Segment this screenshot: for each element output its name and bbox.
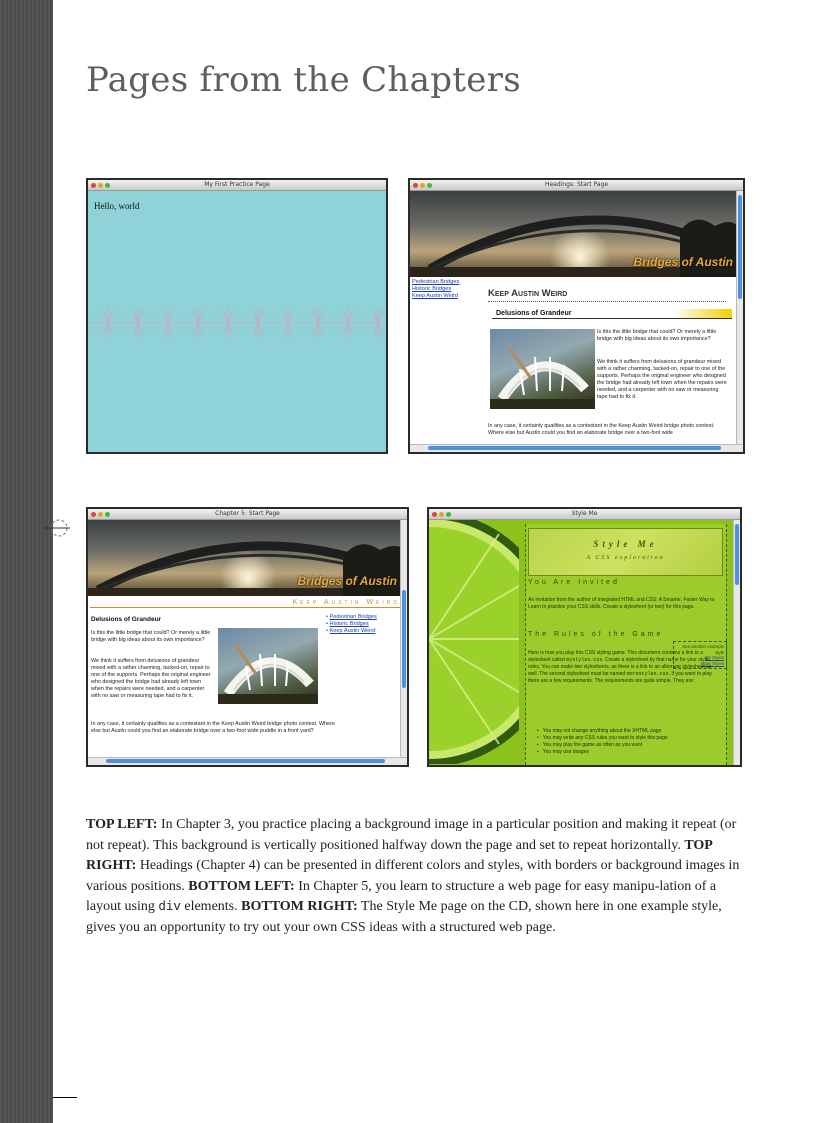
footbridge-illustration: [218, 628, 318, 704]
nav-link-historic[interactable]: Historic Bridges: [412, 286, 452, 292]
rules-text-part-2: . Create a stylesheet by that name for your style rules. You can make two stylesheets, as there is a link to an alternate stylesheet as well. The second stylesheet must be named: [528, 657, 712, 677]
figure-caption: [86, 815, 746, 938]
registration-mark: [44, 515, 70, 541]
invite-text: An invitation from the author of Integrated HTML and CSS: A Smarter, Faster Way to Learn to practice your CSS skills. Create a stylesheet (or two) for this page.: [528, 597, 715, 610]
caption-label-top-left: TOP LEFT:: [86, 817, 158, 832]
paragraph-2: We think it suffers from delusions of grandeur mixed with a rather charming, tacked-on, repair to one of the supports. Perhaps the original engineer who designed the bridge had already left town when the repairs were needed, and a carpenter with no saw or measuring tape had to fix it.: [91, 658, 211, 699]
caption-code-div: div: [158, 900, 181, 914]
section-heading: Keep Austin Weird: [90, 599, 400, 608]
window-content: [410, 191, 743, 452]
sidebar-link-my-styles[interactable]: My Styles: [704, 655, 724, 661]
page-header-box: [528, 528, 723, 576]
nav-links: • Pedestrian Bridges • Historic Bridges • Keep Austin Weird: [326, 614, 377, 634]
banner-title: Bridges of Austin: [297, 574, 397, 588]
vertical-scrollbar[interactable]: [733, 520, 740, 765]
paragraph-1: Is this the little bridge that could? Or merely a little bridge with big ideas about its own importance?: [91, 630, 211, 643]
window-bottom-right: [427, 507, 742, 767]
caption-text-bottom-left-2: elements.: [180, 899, 238, 914]
caption-text-bottom-left-1: In Chapter 5, you learn to structure a web page for easy manipu-lation of a layout using: [86, 878, 717, 914]
rules-code-1: mystyles.css: [566, 657, 603, 663]
lime-slice-image: [429, 520, 519, 764]
window-content: [429, 520, 740, 765]
body-text: Hello, world: [94, 201, 140, 211]
caption-text-top-left: In Chapter 3, you practice placing a background image in a particular position and making it repeat (or not repeat). This background is vertically positioned halfway down the page and set to repeat horizontally.: [86, 817, 737, 853]
sidebar-text: See another example style: [682, 644, 724, 655]
banner-image: [88, 520, 401, 596]
rules-heading: The Rules of the Game: [528, 631, 664, 638]
titlebar: [88, 509, 407, 520]
repeating-background-pattern: [88, 303, 386, 343]
subheading: Delusions of Grandeur: [91, 616, 162, 623]
vertical-scrollbar[interactable]: [736, 191, 743, 452]
titlebar: [429, 509, 740, 520]
window-bottom-left: [86, 507, 409, 767]
footbridge-illustration: [490, 329, 595, 409]
caption-label-bottom-left: BOTTOM LEFT:: [188, 878, 295, 894]
rule-3: You may play the game as often as you want: [542, 742, 643, 748]
window-content: [88, 520, 407, 765]
window-title: My First Practice Page: [204, 181, 270, 188]
nav-link-historic[interactable]: Historic Bridges: [329, 621, 369, 627]
caption-label-bottom-right: BOTTOM RIGHT:: [241, 899, 358, 914]
list-item: • You may use images: [537, 749, 589, 755]
sidebar-link-more-styles[interactable]: More Styles: [700, 660, 724, 666]
rules-code-2: morestyles.css: [626, 671, 669, 677]
page-title: Pages from the Chapters: [86, 60, 521, 100]
nav-links: [412, 279, 459, 300]
paragraph-1: Is this the little bridge that could? Or merely a little bridge with big ideas about its own importance?: [597, 329, 717, 342]
list-item: • You may play the game as often as you want: [537, 742, 643, 748]
paragraph-3: In any case, it certainly qualifies as a contestant in the Keep Austin Weird bridge photo contest. Where else but Austin could you find an elaborate bridge over a two-foot wide puddle in a front yard?: [91, 721, 335, 734]
list-item: • You may write any CSS rules you want to style this page: [537, 735, 668, 741]
page-subheading: A CSS exploration: [586, 555, 665, 561]
page-spine: [0, 0, 53, 1123]
window-title: Chapter 5: Start Page: [215, 510, 280, 517]
paragraph-3: In any case, it certainly qualifies as a contestant in the Keep Austin Weird bridge photo contest. Where else but Austin could you find an elaborate bridge over a two-foot wide: [488, 423, 715, 436]
titlebar: [410, 180, 743, 191]
banner-image: [410, 191, 737, 277]
rule-4: You may use images: [542, 749, 589, 755]
caption-label-top-right: TOP RIGHT:: [86, 837, 713, 873]
rules-list: [537, 728, 668, 756]
nav-link-weird[interactable]: Keep Austin Weird: [329, 628, 376, 634]
paragraph-2: We think it suffers from delusions of grandeur mixed with a rather charming, tacked-on, repair to one of the supports. Perhaps the original engineer who designed the bridge had already left town when the repairs were needed, and a carpenter with no saw or measuring tape had to fix it.: [597, 359, 727, 400]
caption-text-bottom-right: The Style Me page on the CD, shown here in one example style, gives you an opportunity to try out your own CSS ideas with a structured web page.: [86, 899, 722, 935]
crop-mark: [53, 1097, 77, 1098]
rules-text-part-3: . If you want to play, there are a few requirements. The requirements are quite simple. They are:: [528, 671, 713, 684]
nav-link-pedestrian[interactable]: Pedestrian Bridges: [412, 279, 460, 285]
nav-link-weird[interactable]: Keep Austin Weird: [412, 293, 458, 299]
banner-title: Bridges of Austin: [633, 255, 733, 269]
page-heading: Style Me: [593, 539, 658, 549]
rules-text: [528, 650, 722, 685]
window-title: Headings: Start Page: [544, 181, 609, 188]
bridge-photo: [218, 628, 318, 704]
invite-heading: You Are Invited: [528, 579, 620, 586]
window-top-left: [86, 178, 388, 454]
caption-text-top-right: Headings (Chapter 4) can be presented in different colors and styles, with borders or background images in various positions.: [86, 858, 740, 894]
titlebar: [88, 180, 386, 191]
list-item: • You may not change anything about the XHTML page: [537, 728, 662, 734]
window-top-right: [408, 178, 745, 454]
subheading: Delusions of Grandeur: [492, 309, 732, 319]
vertical-scrollbar[interactable]: [400, 520, 407, 765]
rule-2: You may write any CSS rules you want to style this page: [542, 735, 668, 741]
section-heading: Keep Austin Weird: [488, 288, 726, 302]
window-title: Style Me: [571, 510, 598, 517]
rules-text-part-1: Here is how you play this CSS styling game. This document contains a link to a stylesheet called: [528, 650, 703, 663]
bridge-photo: [490, 329, 595, 409]
horizontal-scrollbar[interactable]: [410, 444, 743, 452]
nav-link-pedestrian[interactable]: Pedestrian Bridges: [329, 614, 377, 620]
window-content: [88, 191, 386, 452]
horizontal-scrollbar[interactable]: [88, 757, 407, 765]
rule-1: You may not change anything about the XHTML page: [542, 728, 662, 734]
